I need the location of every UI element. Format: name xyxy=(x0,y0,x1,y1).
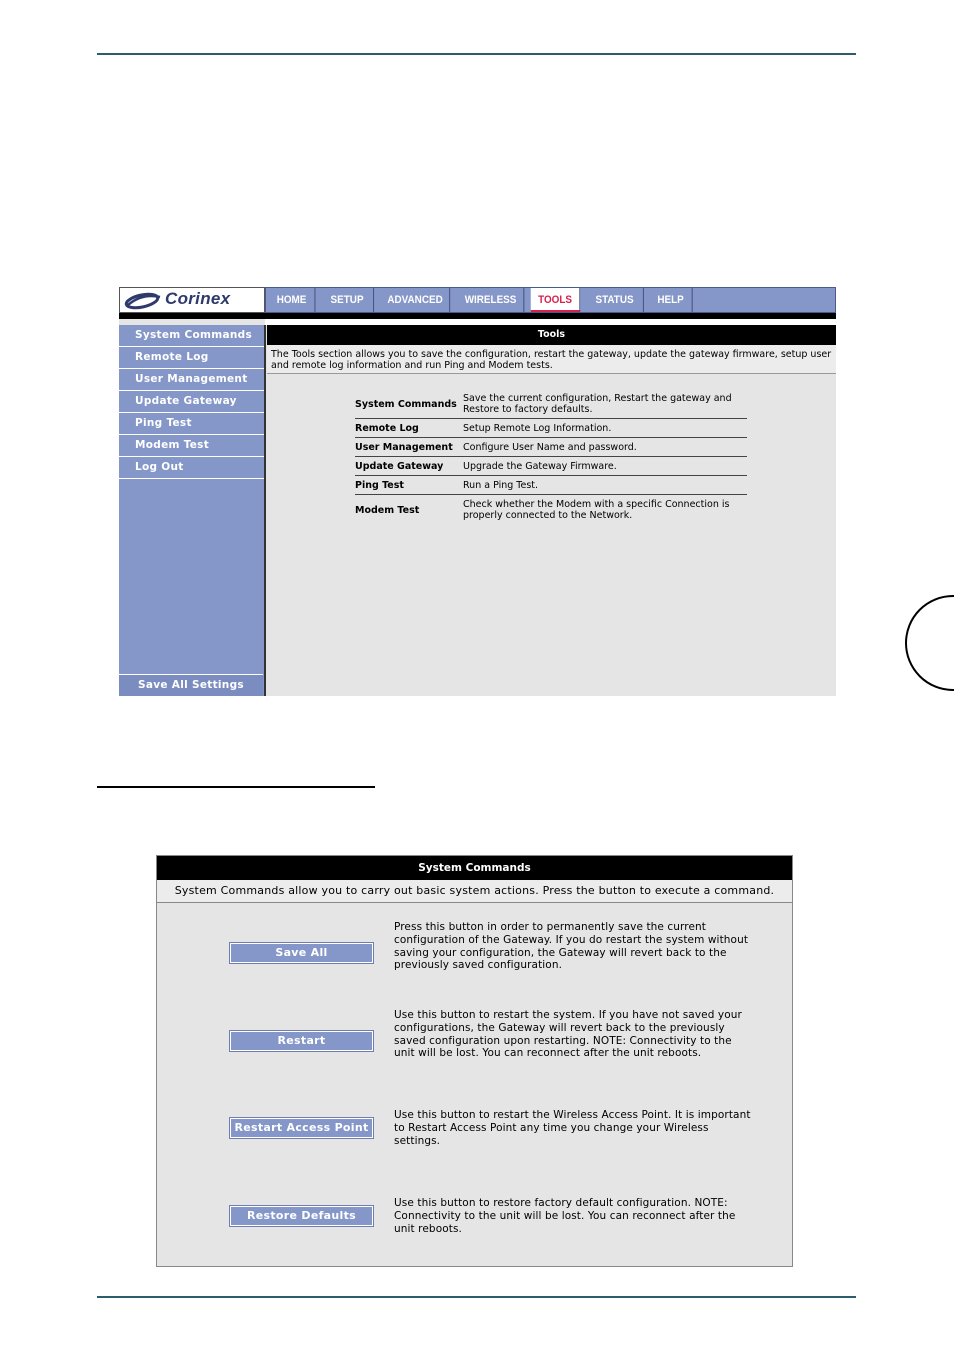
restart-button[interactable]: Restart xyxy=(230,1031,373,1051)
tools-content xyxy=(267,325,836,696)
system-commands-intro: System Commands allow you to carry out basic system actions. Press the button to execute a command. xyxy=(157,880,792,903)
tool-name: Remote Log xyxy=(355,423,419,434)
tool-desc: Save the current configuration, Restart the gateway and Restore to factory defaults. xyxy=(463,393,732,415)
restart-description: Use this button to restart the system. If you have not saved your configurations, the Gateway will revert back to the previously saved configuration upon restarting. NOTE: Connectivity to the unit will be lost. You can reconnect after the unit reboots. xyxy=(394,1009,742,1060)
tools-intro: The Tools section allows you to save the configuration, restart the gateway, update the gateway firmware, setup user and remote log information and run Ping and Modem tests. xyxy=(267,345,836,374)
tool-name: Ping Test xyxy=(355,480,404,491)
sidebar-item-remote-log[interactable]: Remote Log xyxy=(119,347,264,369)
nav-tools[interactable]: TOOLS xyxy=(531,288,581,312)
tools-header: Tools xyxy=(267,325,836,345)
table-row xyxy=(355,389,747,419)
sidebar-item-user-management[interactable]: User Management xyxy=(119,369,264,391)
system-commands-screenshot xyxy=(156,855,793,1267)
page-bottom-rule xyxy=(97,1296,856,1298)
tool-desc: Upgrade the Gateway Firmware. xyxy=(463,461,617,472)
corinex-logo xyxy=(119,287,265,313)
sidebar-item-modem-test[interactable]: Modem Test xyxy=(119,435,264,457)
table-row xyxy=(355,419,747,438)
restore-defaults-button[interactable]: Restore Defaults xyxy=(230,1206,373,1226)
nav-home[interactable]: HOME xyxy=(269,288,316,312)
table-row xyxy=(355,476,747,495)
tool-name: System Commands xyxy=(355,398,457,410)
logo-text: Corinex xyxy=(165,289,231,308)
tool-desc: Run a Ping Test. xyxy=(463,480,539,491)
section-underline xyxy=(97,786,375,788)
nav-help[interactable]: HELP xyxy=(649,288,692,312)
table-row xyxy=(355,495,747,524)
table-row xyxy=(355,457,747,476)
sidebar xyxy=(119,325,266,696)
save-all-button[interactable]: Save All xyxy=(230,943,373,963)
table-row xyxy=(355,438,747,457)
tool-desc: Setup Remote Log Information. xyxy=(463,423,612,434)
page-top-rule xyxy=(97,53,856,55)
tool-desc: Check whether the Modem with a specific Connection is properly connected to the Network. xyxy=(463,499,730,521)
top-navigation xyxy=(265,287,836,313)
nav-setup[interactable]: SETUP xyxy=(321,288,374,312)
nav-status[interactable]: STATUS xyxy=(586,288,644,312)
sidebar-item-system-commands[interactable]: System Commands xyxy=(119,325,264,347)
restart-access-point-button[interactable]: Restart Access Point xyxy=(230,1118,373,1138)
tool-name: Update Gateway xyxy=(355,461,444,472)
system-commands-header: System Commands xyxy=(157,856,792,880)
restart-access-point-description: Use this button to restart the Wireless Access Point. It is important to Restart Access Point any time you change your Wireless settings. xyxy=(394,1109,751,1147)
nav-advanced[interactable]: ADVANCED xyxy=(381,288,450,312)
tool-name: User Management xyxy=(355,442,453,453)
corinex-swoosh-icon xyxy=(124,291,164,311)
save-all-description: Press this button in order to permanently save the current configuration of the Gateway. If you do restart the system without saving your configuration, the Gateway will revert back to the previously saved configuration. xyxy=(394,921,749,972)
tool-name: Modem Test xyxy=(355,504,420,516)
tool-desc: Configure User Name and password. xyxy=(463,442,637,453)
chapter-tab-marker xyxy=(905,595,954,691)
tools-table xyxy=(355,389,747,524)
restore-defaults-description: Use this button to restore factory default configuration. NOTE: Connectivity to the unit will be lost. You can reconnect after the unit reboots. xyxy=(394,1197,736,1235)
sidebar-item-ping-test[interactable]: Ping Test xyxy=(119,413,264,435)
sidebar-item-update-gateway[interactable]: Update Gateway xyxy=(119,391,264,413)
save-all-settings-button[interactable]: Save All Settings xyxy=(119,674,263,696)
tools-screenshot xyxy=(119,287,836,696)
sidebar-item-log-out[interactable]: Log Out xyxy=(119,457,264,479)
nav-wireless[interactable]: WIRELESS xyxy=(458,288,525,312)
